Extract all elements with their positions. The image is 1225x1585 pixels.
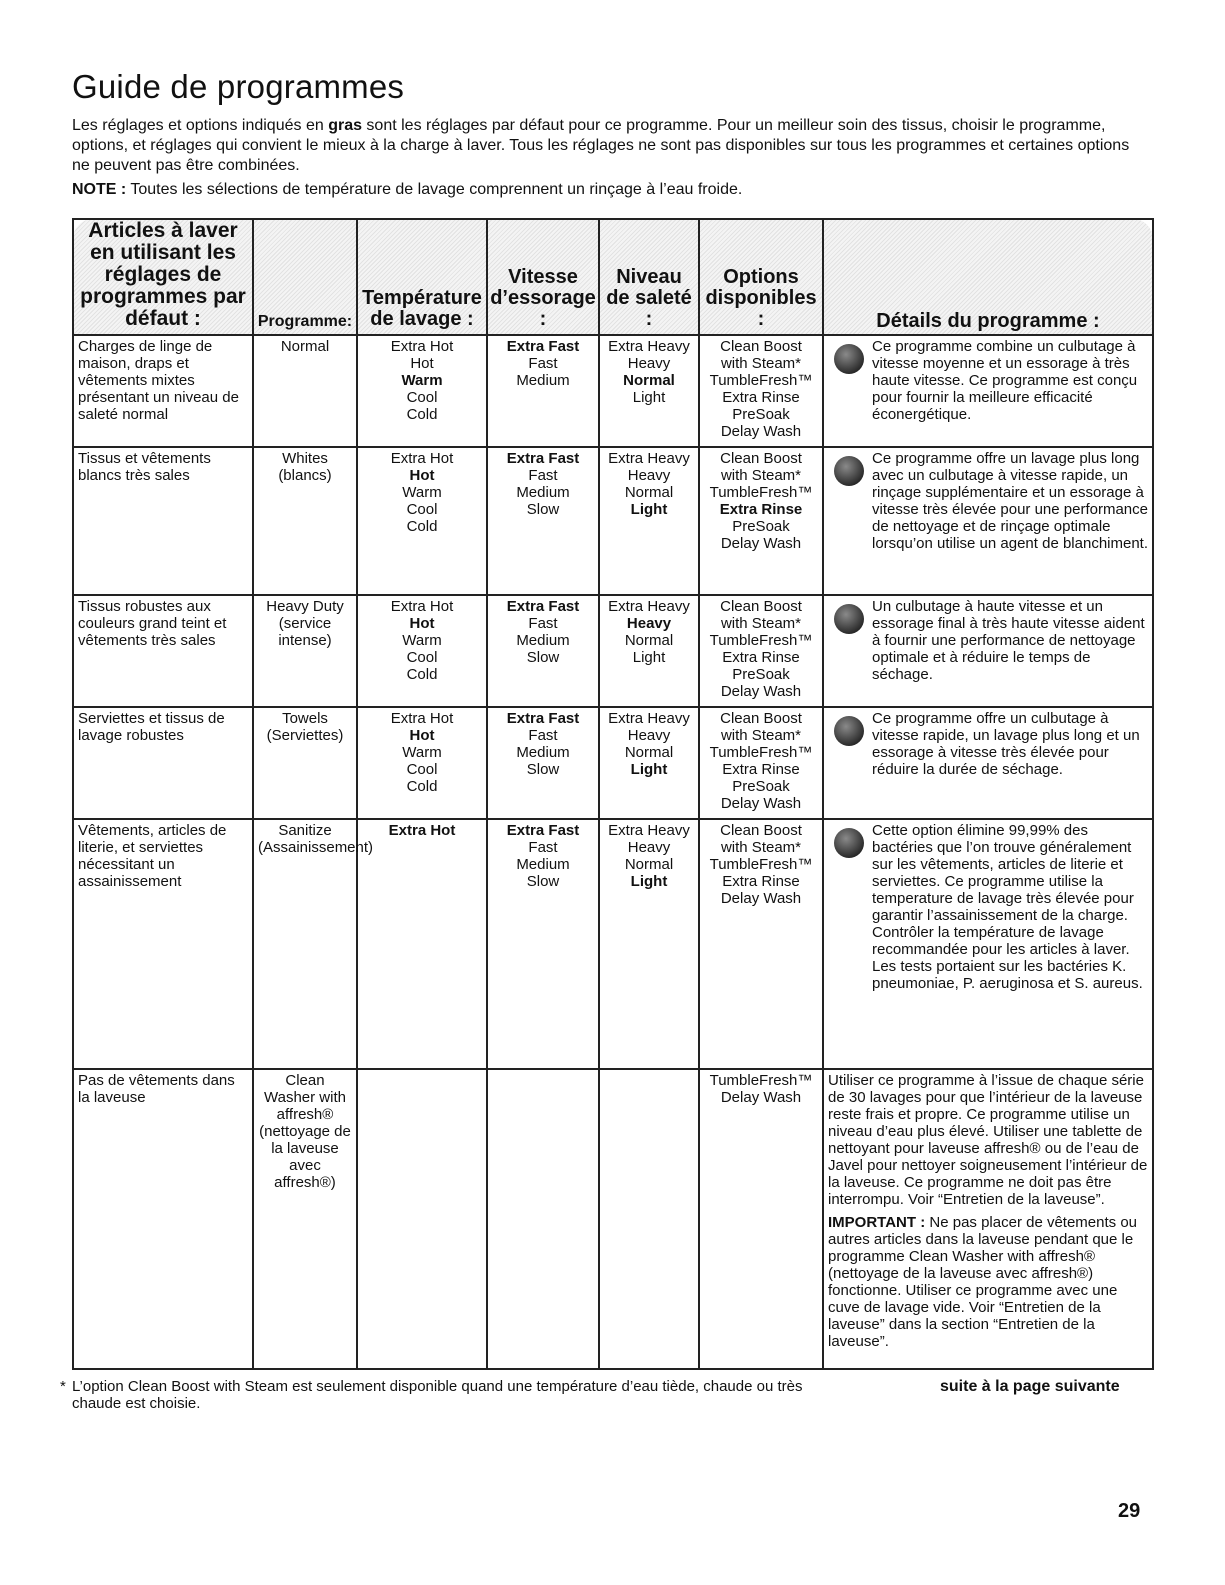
temperature-value: Hot — [409, 467, 435, 484]
vitesse-value: Medium — [516, 372, 570, 389]
table-row — [73, 819, 1153, 1069]
header-vitesse: Vitesse d’essorage : — [487, 219, 599, 335]
temperature-value: Cold — [406, 406, 438, 423]
options-value: PreSoak — [732, 518, 790, 535]
niveau-cell — [599, 335, 699, 447]
options-value: Delay Wash — [720, 890, 802, 907]
bullet-dot-icon — [834, 344, 864, 374]
niveau-value: Normal — [623, 372, 675, 389]
options-value: Delay Wash — [720, 795, 802, 812]
bullet-dot-icon — [834, 716, 864, 746]
details-cell — [823, 707, 1153, 819]
table-row — [73, 447, 1153, 595]
articles-cell: Tissus robustes aux couleurs grand teint et vêtements très sales — [73, 595, 253, 707]
options-value: Extra Rinse — [722, 761, 800, 778]
temperature-value: Warm — [401, 372, 443, 389]
vitesse-value: Slow — [526, 501, 560, 518]
important-text: Ne pas placer de vêtements ou autres articles dans la laveuse pendant que le programme Clean Washer with affresh® (nettoyage de la laveuse avec affresh®) fonctionne. Utiliser ce programme avec une cuve de lavage vide. Voir “Entretien de la laveuse” dans la section “Entretien de la laveuse”. — [828, 1214, 1138, 1350]
details-text: Un culbutage à haute vitesse et un essorage final à très haute vitesse aident à fournir une performance de nettoyage optimale et à réduire le temps de séchage. — [872, 598, 1145, 683]
table-row — [73, 1069, 1153, 1369]
temperature-value: Cold — [406, 666, 438, 683]
temperature-value: Hot — [409, 615, 435, 632]
temperature-value: Extra Hot — [390, 598, 454, 615]
niveau-value: Light — [630, 873, 668, 890]
details-cell — [823, 335, 1153, 447]
page-number: 29 — [1118, 1500, 1141, 1522]
articles-cell: Tissus et vêtements blancs très sales — [73, 447, 253, 595]
articles-cell: Charges de linge de maison, draps et vêtements mixtes présentant un niveau de saleté normal — [73, 335, 253, 447]
temperature-value: Warm — [402, 632, 442, 649]
header-articles: Articles à laver en utilisant les réglages de programmes par défaut : — [73, 219, 253, 335]
vitesse-cell — [487, 819, 599, 1069]
temperature-value: Warm — [402, 484, 442, 501]
niveau-value: Normal — [624, 744, 674, 761]
options-value: Delay Wash — [720, 535, 802, 552]
options-value: Extra Rinse — [722, 649, 800, 666]
temperature-value: Extra Hot — [388, 822, 456, 839]
footnote-text: L’option Clean Boost with Steam est seulement disponible quand une température d’eau tiède, chaude ou très chaude est choisie. — [72, 1378, 803, 1412]
programme-cell: Heavy Duty (service intense) — [253, 595, 357, 707]
options-value: PreSoak — [732, 406, 790, 423]
vitesse-value: Extra Fast — [506, 822, 580, 839]
niveau-value: Light — [630, 761, 668, 778]
articles-cell: Pas de vêtements dans la laveuse — [73, 1069, 253, 1369]
temperature-value: Cold — [406, 778, 438, 795]
temperature-cell — [357, 335, 487, 447]
options-value: with Steam* — [720, 839, 802, 856]
vitesse-value: Fast — [528, 839, 558, 856]
niveau-value: Extra Heavy — [608, 450, 690, 467]
niveau-value: Light — [632, 389, 666, 406]
options-value: Extra Rinse — [722, 873, 800, 890]
bullet-dot-icon — [834, 456, 864, 486]
table-body — [73, 335, 1153, 1369]
table-row — [73, 335, 1153, 447]
options-value: with Steam* — [720, 727, 802, 744]
options-value: TumbleFresh™ — [709, 856, 813, 873]
temperature-cell — [357, 707, 487, 819]
temperature-cell — [357, 595, 487, 707]
intro-text-after: sont les réglages par défaut pour ce programme. Pour un meilleur soin des tissus, choisir le programme, options, et réglages qui convient le mieux à la charge à laver. Tous les réglages ne sont pas disponibles sur tous les programmes et certaines options ne peuvent pas être combinées. — [72, 117, 1130, 174]
header-options: Options disponibles : — [699, 219, 823, 335]
niveau-value: Light — [632, 649, 666, 666]
niveau-cell — [599, 1069, 699, 1369]
options-cell — [699, 447, 823, 595]
options-value: with Steam* — [720, 355, 802, 372]
niveau-cell — [599, 595, 699, 707]
niveau-value: Heavy — [627, 355, 671, 372]
options-value: Clean Boost — [720, 598, 802, 615]
vitesse-value: Extra Fast — [506, 598, 580, 615]
niveau-value: Light — [630, 501, 668, 518]
options-value: Clean Boost — [720, 822, 802, 839]
vitesse-cell — [487, 1069, 599, 1369]
page — [72, 68, 1152, 1370]
note-label: NOTE : — [72, 181, 127, 198]
options-cell — [699, 1069, 823, 1369]
vitesse-cell — [487, 707, 599, 819]
niveau-value: Heavy — [627, 839, 671, 856]
options-value: TumbleFresh™ — [709, 372, 813, 389]
vitesse-value: Medium — [516, 744, 570, 761]
options-value: Extra Rinse — [719, 501, 803, 518]
vitesse-value: Medium — [516, 484, 570, 501]
options-cell — [699, 335, 823, 447]
vitesse-cell — [487, 595, 599, 707]
niveau-value: Normal — [624, 856, 674, 873]
options-value: Delay Wash — [720, 1089, 802, 1106]
header-details: Détails du programme : — [823, 219, 1153, 335]
options-value: Delay Wash — [720, 683, 802, 700]
options-value: Clean Boost — [720, 450, 802, 467]
temperature-value: Warm — [402, 744, 442, 761]
options-value: Clean Boost — [720, 710, 802, 727]
vitesse-cell — [487, 447, 599, 595]
temperature-cell — [357, 1069, 487, 1369]
niveau-value: Heavy — [627, 727, 671, 744]
temperature-value: Cool — [406, 649, 438, 666]
programme-cell: Clean Washer with affresh® (nettoyage de la laveuse avec affresh®) — [253, 1069, 357, 1369]
footnote — [60, 1378, 832, 1412]
vitesse-value: Fast — [528, 355, 558, 372]
header-programme: Programme: — [253, 219, 357, 335]
bullet-dot-icon — [834, 828, 864, 858]
cycle-guide-table — [72, 218, 1154, 1370]
details-text: Cette option élimine 99,99% des bactéries que l’on trouve généralement sur les vêtements, articles de literie et serviettes. Ce programme utilise la temperature de lavage très élevée pour garantir l’assainissement de la charge. Contrôler la température de lavage recommandée pour les articles à laver. Les tests portaient sur les bactéries K. pneumoniae, P. aeruginosa et S. aureus. — [872, 822, 1143, 992]
vitesse-value: Extra Fast — [506, 710, 580, 727]
niveau-cell — [599, 819, 699, 1069]
vitesse-value: Fast — [528, 727, 558, 744]
temperature-value: Extra Hot — [390, 450, 454, 467]
options-value: Clean Boost — [720, 338, 802, 355]
niveau-value: Normal — [624, 484, 674, 501]
note-paragraph — [72, 180, 1152, 200]
niveau-value: Normal — [624, 632, 674, 649]
articles-cell: Serviettes et tissus de lavage robustes — [73, 707, 253, 819]
temperature-cell — [357, 447, 487, 595]
temperature-value: Hot — [409, 727, 435, 744]
details-text: Utiliser ce programme à l’issue de chaque série de 30 lavages pour que l’intérieur de la laveuse reste frais et propre. Ce programme utilise un niveau d’eau plus élevé. Utiliser une tablette de nettoyant pour laveuse affresh® ou de l’eau de Javel pour nettoyer soigneusement l’intérieur de la laveuse. Ce programme ne doit pas être interrompu. Voir “Entretien de la laveuse”. — [828, 1072, 1148, 1208]
important-label: IMPORTANT : — [828, 1214, 926, 1231]
table-row — [73, 707, 1153, 819]
header-temperature: Température de lavage : — [357, 219, 487, 335]
vitesse-value: Slow — [526, 873, 560, 890]
options-cell — [699, 707, 823, 819]
vitesse-cell — [487, 335, 599, 447]
details-cell — [823, 447, 1153, 595]
details-cell — [823, 595, 1153, 707]
options-value: TumbleFresh™ — [709, 484, 813, 501]
temperature-value: Extra Hot — [390, 710, 454, 727]
options-value: Extra Rinse — [722, 389, 800, 406]
programme-cell: Sanitize (Assainissement) — [253, 819, 357, 1069]
table-row — [73, 595, 1153, 707]
vitesse-value: Extra Fast — [506, 450, 580, 467]
temperature-value: Cool — [406, 389, 438, 406]
page-title: Guide de programmes — [72, 68, 405, 105]
options-cell — [699, 819, 823, 1069]
vitesse-value: Fast — [528, 467, 558, 484]
niveau-value: Extra Heavy — [608, 338, 690, 355]
programme-cell: Whites (blancs) — [253, 447, 357, 595]
options-value: TumbleFresh™ — [709, 744, 813, 761]
intro-bold-word: gras — [328, 117, 362, 134]
temperature-value: Extra Hot — [390, 338, 454, 355]
niveau-cell — [599, 707, 699, 819]
options-value: TumbleFresh™ — [709, 632, 813, 649]
options-value: PreSoak — [732, 778, 790, 795]
niveau-cell — [599, 447, 699, 595]
details-text: Ce programme offre un culbutage à vitesse rapide, un lavage plus long et un essorage à vitesse très élevée pour réduire la durée de séchage. — [872, 710, 1140, 778]
niveau-value: Heavy — [626, 615, 672, 632]
header-niveau: Niveau de saleté : — [599, 219, 699, 335]
vitesse-value: Medium — [516, 856, 570, 873]
temperature-value: Hot — [410, 355, 434, 372]
options-value: TumbleFresh™ — [709, 1072, 813, 1089]
vitesse-value: Slow — [526, 649, 560, 666]
vitesse-value: Fast — [528, 615, 558, 632]
options-value: PreSoak — [732, 666, 790, 683]
details-cell — [823, 819, 1153, 1069]
bullet-dot-icon — [834, 604, 864, 634]
continued-label: suite à la page suivante — [940, 1378, 1120, 1395]
temperature-cell — [357, 819, 487, 1069]
options-value: with Steam* — [720, 615, 802, 632]
programme-cell: Towels (Serviettes) — [253, 707, 357, 819]
intro-paragraph — [72, 116, 1132, 176]
intro-text-before: Les réglages et options indiqués en — [72, 117, 329, 134]
details-text: Ce programme combine un culbutage à vitesse moyenne et un essorage à très haute vitesse. Ce programme est conçu pour fournir la meilleure efficacité éconergétique. — [872, 338, 1138, 423]
note-text: Toutes les sélections de température de lavage comprennent un rinçage à l’eau froide. — [126, 181, 743, 198]
vitesse-value: Medium — [516, 632, 570, 649]
details-text: Ce programme offre un lavage plus long avec un culbutage à vitesse rapide, un rinçage supplémentaire et un essorage à vitesse très élevée pour une performance de nettoyage et de rinçage optimale lorsqu’on utilise un agent de blanchiment. — [872, 450, 1149, 552]
vitesse-value: Extra Fast — [506, 338, 580, 355]
programme-cell: Normal — [253, 335, 357, 447]
niveau-value: Heavy — [627, 467, 671, 484]
vitesse-value: Slow — [526, 761, 560, 778]
niveau-value: Extra Heavy — [608, 822, 690, 839]
niveau-value: Extra Heavy — [608, 598, 690, 615]
temperature-value: Cold — [406, 518, 438, 535]
options-value: with Steam* — [720, 467, 802, 484]
table-header-row — [73, 219, 1153, 335]
options-value: Delay Wash — [720, 423, 802, 440]
details-cell — [823, 1069, 1153, 1369]
temperature-value: Cool — [406, 501, 438, 518]
niveau-value: Extra Heavy — [608, 710, 690, 727]
temperature-value: Cool — [406, 761, 438, 778]
footnote-star: * — [60, 1378, 66, 1395]
articles-cell: Vêtements, articles de literie, et serviettes nécessitant un assainissement — [73, 819, 253, 1069]
important-note — [828, 1214, 1148, 1350]
options-cell — [699, 595, 823, 707]
